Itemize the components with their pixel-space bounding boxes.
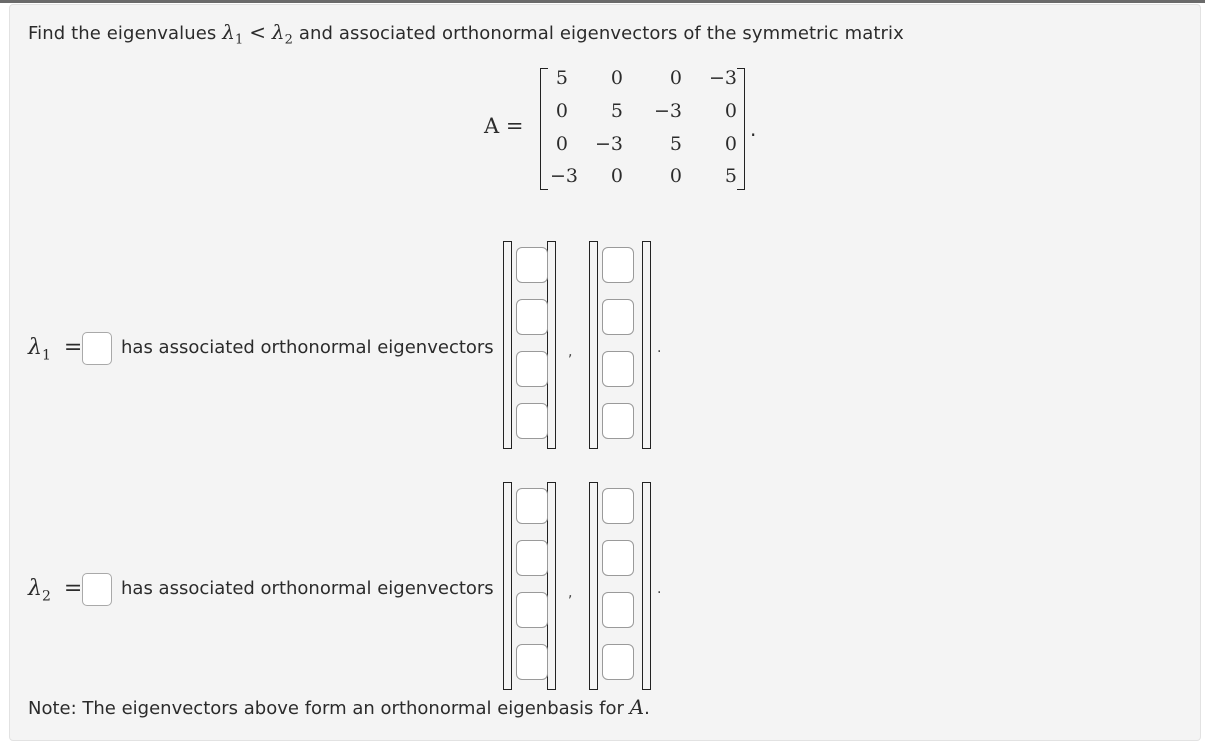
eigenvector-entry-input[interactable] [516, 488, 548, 524]
vector-right-bracket [642, 482, 651, 690]
eigenvector-entry-input[interactable] [602, 488, 634, 524]
eigenvector-entry-input[interactable] [602, 351, 634, 387]
matrix-cell: −3 [549, 165, 578, 187]
note-text [28, 695, 650, 719]
matrix-cell: 0 [610, 165, 623, 187]
eigenvector-entry-input[interactable] [516, 247, 548, 283]
eigenvector-entry-input[interactable] [602, 540, 634, 576]
matrix-cell: 5 [669, 133, 682, 155]
vector-right-bracket [642, 241, 651, 449]
matrix-cell: 0 [724, 133, 737, 155]
top-divider [0, 0, 1205, 3]
eigenvector-entry-input[interactable] [602, 592, 634, 628]
matrix-cell: −3 [594, 133, 623, 155]
matrix-label: A = [484, 114, 524, 138]
less-than-symbol: < [249, 20, 267, 44]
matrix-cell: 0 [555, 133, 568, 155]
eigenvector-entry-input[interactable] [516, 540, 548, 576]
eigenvector-entry-input[interactable] [516, 644, 548, 680]
note-matrix-symbol: A [629, 695, 645, 719]
eigenvector-entry-input[interactable] [516, 299, 548, 335]
matrix-cell: −3 [708, 67, 737, 89]
matrix-period: . [750, 117, 757, 141]
lambda2-equals: = [63, 576, 83, 601]
vector-right-bracket [547, 482, 556, 690]
matrix-cell: 0 [724, 100, 737, 122]
lambda1-row-symbol: λ [28, 335, 42, 360]
eigenvector-entry-input[interactable] [602, 644, 634, 680]
lambda1-equals: = [63, 335, 83, 360]
vector-right-bracket [547, 241, 556, 449]
matrix-cell: −3 [653, 100, 682, 122]
eigenvector-entry-input[interactable] [516, 592, 548, 628]
eigenvector-entry-input[interactable] [602, 247, 634, 283]
lambda1-description: has associated orthonormal eigenvectors [121, 337, 494, 358]
vector-separator-comma: , [568, 344, 573, 360]
note-body: Note: The eigenvectors above form an orthonormal eigenbasis for [28, 698, 630, 719]
prompt-prefix: Find the eigenvalues [28, 23, 223, 44]
lambda1-answer-input[interactable] [82, 332, 112, 365]
matrix-cell: 0 [669, 67, 682, 89]
matrix-cell: 0 [555, 100, 568, 122]
note-period: . [644, 698, 650, 719]
lambda2-row-subscript: 2 [41, 588, 51, 605]
eigenvector-entry-input[interactable] [516, 403, 548, 439]
problem-prompt [28, 20, 904, 48]
lambda2-description: has associated orthonormal eigenvectors [121, 578, 494, 599]
matrix-cell: 0 [669, 165, 682, 187]
vector-separator-comma: , [568, 585, 573, 601]
lambda1-symbol: λ [222, 20, 235, 44]
matrix-cell: 5 [610, 100, 623, 122]
lambda2-symbol: λ [271, 20, 285, 44]
eigenvector-entry-input[interactable] [602, 403, 634, 439]
lambda2-subscript: 2 [284, 32, 294, 48]
matrix-cell: 5 [724, 165, 737, 187]
vector-left-bracket [589, 482, 598, 690]
matrix-right-bracket [737, 68, 745, 190]
prompt-suffix: and associated orthonormal eigenvectors of the symmetric matrix [293, 23, 904, 44]
lambda1-row-subscript: 1 [41, 347, 51, 364]
matrix-cell: 0 [610, 67, 623, 89]
lambda1-label [28, 335, 82, 363]
eigenvector-entry-input[interactable] [516, 351, 548, 387]
eigenvector-entry-input[interactable] [602, 299, 634, 335]
lambda2-row-symbol: λ [28, 576, 42, 601]
lambda2-label [28, 576, 82, 604]
vector-left-bracket [503, 482, 512, 690]
matrix-cell: 5 [555, 67, 568, 89]
vector-left-bracket [589, 241, 598, 449]
lambda2-answer-input[interactable] [82, 573, 112, 606]
vector-end-period: . [657, 340, 662, 356]
lambda1-subscript: 1 [235, 32, 244, 48]
vector-end-period: . [657, 581, 662, 597]
vector-left-bracket [503, 241, 512, 449]
